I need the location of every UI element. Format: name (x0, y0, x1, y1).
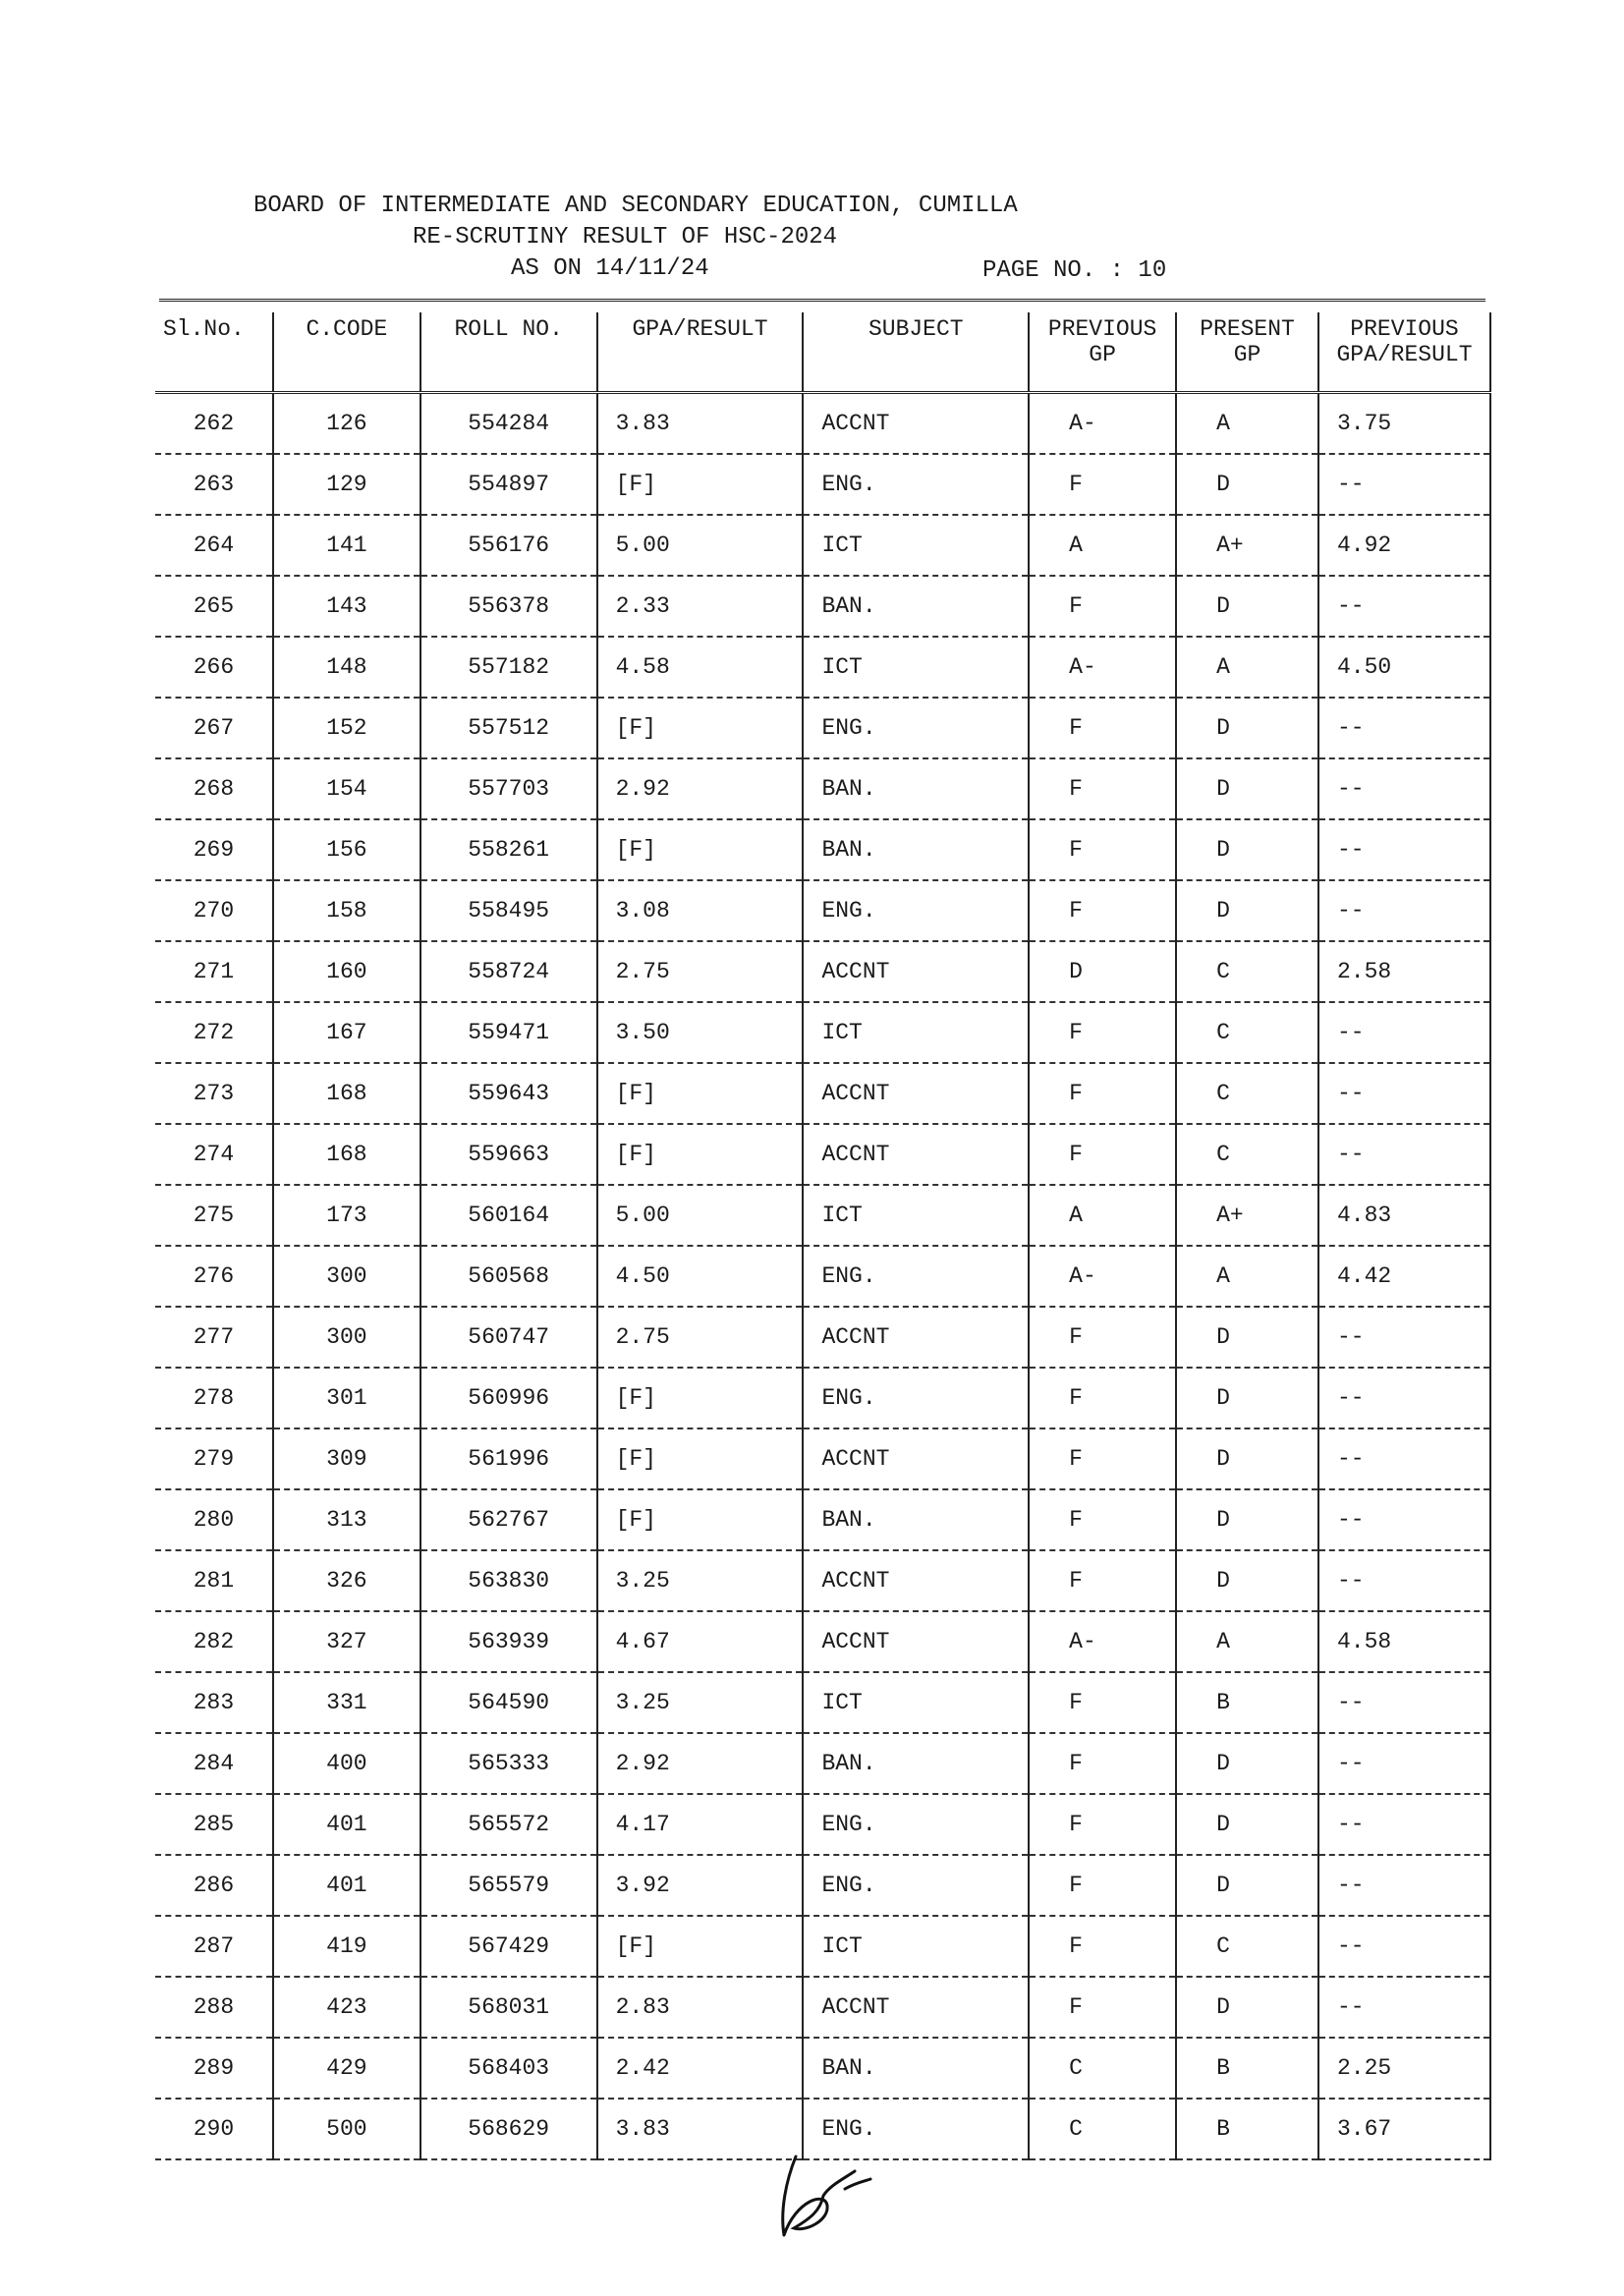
cell-pres-gp: D (1176, 880, 1318, 941)
cell-roll: 561996 (420, 1428, 597, 1489)
cell-prev-gp: F (1029, 880, 1176, 941)
cell-prev-result: -- (1318, 1733, 1490, 1794)
cell-sl: 267 (193, 715, 235, 741)
col-prev-gp-header: PREVIOUS GP (1029, 312, 1176, 393)
cell-prev-gp: F (1029, 1428, 1176, 1489)
cell-subject: ACCNT (803, 1428, 1029, 1489)
cell-sl: 281 (193, 1568, 235, 1594)
table-row (155, 819, 1490, 880)
cell-subject: ENG. (803, 698, 1029, 758)
cell-subject: ACCNT (803, 1063, 1029, 1124)
top-double-rule (159, 299, 1485, 302)
cell-subject: BAN. (803, 819, 1029, 880)
cell-subject: ACCNT (803, 1977, 1029, 2038)
cell-prev-result: -- (1318, 1977, 1490, 2038)
cell-ccode: 126 (273, 393, 420, 455)
cell-prev-result: -- (1318, 1916, 1490, 1977)
cell-prev-result: 2.58 (1318, 941, 1490, 1002)
cell-subject: ICT (803, 1185, 1029, 1246)
cell-roll: 554897 (420, 454, 597, 515)
table-row (155, 1368, 1490, 1428)
cell-prev-result: -- (1318, 576, 1490, 637)
cell-prev-result: -- (1318, 1428, 1490, 1489)
cell-subject: ICT (803, 1916, 1029, 1977)
cell-ccode: 173 (273, 1185, 420, 1246)
cell-pres-gp: D (1176, 698, 1318, 758)
cell-prev-result: -- (1318, 1063, 1490, 1124)
cell-roll: 563939 (420, 1611, 597, 1672)
cell-sl: 286 (193, 1873, 235, 1898)
cell-sl: 290 (193, 2116, 235, 2142)
cell-prev-result: -- (1318, 1672, 1490, 1733)
cell-pres-gp: C (1176, 1124, 1318, 1185)
cell-roll: 568629 (420, 2099, 597, 2159)
cell-ccode: 300 (273, 1246, 420, 1307)
cell-prev-gp: F (1029, 1124, 1176, 1185)
table-row (155, 941, 1490, 1002)
table-row (155, 698, 1490, 758)
cell-roll: 558724 (420, 941, 597, 1002)
cell-prev-gp: A- (1029, 1246, 1176, 1307)
cell-prev-gp: F (1029, 819, 1176, 880)
cell-ccode: 331 (273, 1672, 420, 1733)
cell-sl: 283 (193, 1690, 235, 1715)
cell-ccode: 326 (273, 1550, 420, 1611)
cell-pres-gp: A (1176, 1246, 1318, 1307)
cell-sl: 280 (193, 1507, 235, 1533)
cell-roll: 565333 (420, 1733, 597, 1794)
cell-sl: 274 (193, 1142, 235, 1167)
cell-ccode: 158 (273, 880, 420, 941)
results-table (155, 312, 1491, 2160)
cell-sl: 271 (193, 959, 235, 984)
cell-gpa: 2.83 (597, 1977, 804, 2038)
cell-ccode: 141 (273, 515, 420, 576)
cell-prev-result: -- (1318, 1002, 1490, 1063)
cell-ccode: 401 (273, 1794, 420, 1855)
cell-roll: 559471 (420, 1002, 597, 1063)
cell-prev-result: -- (1318, 880, 1490, 941)
col-gpa-header: GPA/RESULT (597, 312, 804, 393)
cell-ccode: 168 (273, 1124, 420, 1185)
cell-prev-result: 2.25 (1318, 2038, 1490, 2099)
cell-gpa: 3.83 (597, 393, 804, 455)
cell-sl: 284 (193, 1751, 235, 1776)
cell-ccode: 160 (273, 941, 420, 1002)
cell-prev-gp: F (1029, 1307, 1176, 1368)
cell-roll: 559663 (420, 1124, 597, 1185)
cell-prev-result: -- (1318, 1855, 1490, 1916)
cell-sl: 263 (193, 472, 235, 497)
cell-sl: 279 (193, 1446, 235, 1472)
cell-subject: ACCNT (803, 1124, 1029, 1185)
cell-gpa: 4.58 (597, 637, 804, 698)
cell-gpa: [F] (597, 1124, 804, 1185)
cell-prev-gp: F (1029, 698, 1176, 758)
cell-ccode: 129 (273, 454, 420, 515)
cell-gpa: 2.33 (597, 576, 804, 637)
table-row (155, 1185, 1490, 1246)
cell-roll: 558495 (420, 880, 597, 941)
cell-pres-gp: D (1176, 1794, 1318, 1855)
cell-ccode: 167 (273, 1002, 420, 1063)
cell-prev-gp: F (1029, 1794, 1176, 1855)
cell-roll: 557182 (420, 637, 597, 698)
cell-ccode: 148 (273, 637, 420, 698)
cell-roll: 560996 (420, 1368, 597, 1428)
cell-ccode: 154 (273, 758, 420, 819)
cell-pres-gp: C (1176, 1916, 1318, 1977)
col-roll-header: ROLL NO. (420, 312, 597, 393)
cell-subject: ENG. (803, 1855, 1029, 1916)
cell-prev-result: -- (1318, 819, 1490, 880)
cell-pres-gp: A (1176, 393, 1318, 455)
cell-prev-gp: C (1029, 2099, 1176, 2159)
cell-prev-result: -- (1318, 758, 1490, 819)
cell-sl: 277 (193, 1324, 235, 1350)
cell-roll: 559643 (420, 1063, 597, 1124)
col-sl-header: Sl.No. (163, 316, 245, 342)
cell-gpa: 3.08 (597, 880, 804, 941)
cell-gpa: 4.17 (597, 1794, 804, 1855)
cell-prev-gp: A- (1029, 393, 1176, 455)
cell-roll: 565579 (420, 1855, 597, 1916)
board-title: BOARD OF INTERMEDIATE AND SECONDARY EDUCATION, CUMILLA (253, 193, 1018, 219)
cell-ccode: 152 (273, 698, 420, 758)
cell-roll: 556378 (420, 576, 597, 637)
cell-prev-gp: F (1029, 1672, 1176, 1733)
cell-prev-result: -- (1318, 1307, 1490, 1368)
cell-pres-gp: D (1176, 1368, 1318, 1428)
cell-pres-gp: D (1176, 1733, 1318, 1794)
cell-pres-gp: D (1176, 1855, 1318, 1916)
cell-subject: ACCNT (803, 941, 1029, 1002)
cell-gpa: 2.75 (597, 1307, 804, 1368)
cell-sl: 276 (193, 1263, 235, 1289)
cell-ccode: 143 (273, 576, 420, 637)
cell-gpa: [F] (597, 454, 804, 515)
cell-subject: ENG. (803, 880, 1029, 941)
table-row (155, 454, 1490, 515)
cell-gpa: 5.00 (597, 515, 804, 576)
cell-prev-gp: D (1029, 941, 1176, 1002)
cell-ccode: 313 (273, 1489, 420, 1550)
cell-roll: 558261 (420, 819, 597, 880)
cell-sl: 287 (193, 1933, 235, 1959)
cell-pres-gp: D (1176, 1977, 1318, 2038)
cell-gpa: [F] (597, 819, 804, 880)
col-pres-gp-header: PRESENT GP (1176, 312, 1318, 393)
cell-prev-gp: F (1029, 576, 1176, 637)
cell-ccode: 500 (273, 2099, 420, 2159)
col-ccode-header: C.CODE (273, 312, 420, 393)
cell-roll: 560568 (420, 1246, 597, 1307)
table-row (155, 2038, 1490, 2099)
cell-ccode: 301 (273, 1368, 420, 1428)
cell-gpa: [F] (597, 1368, 804, 1428)
cell-pres-gp: C (1176, 1002, 1318, 1063)
cell-sl: 266 (193, 654, 235, 680)
cell-prev-gp: A- (1029, 1611, 1176, 1672)
cell-ccode: 419 (273, 1916, 420, 1977)
cell-subject: BAN. (803, 1489, 1029, 1550)
cell-ccode: 309 (273, 1428, 420, 1489)
cell-subject: ACCNT (803, 1550, 1029, 1611)
cell-roll: 565572 (420, 1794, 597, 1855)
cell-sl: 270 (193, 898, 235, 924)
cell-sl: 275 (193, 1203, 235, 1228)
cell-sl: 273 (193, 1081, 235, 1106)
cell-pres-gp: B (1176, 2038, 1318, 2099)
cell-subject: ENG. (803, 1246, 1029, 1307)
cell-prev-gp: F (1029, 1855, 1176, 1916)
cell-ccode: 327 (273, 1611, 420, 1672)
cell-pres-gp: C (1176, 941, 1318, 1002)
cell-subject: BAN. (803, 1733, 1029, 1794)
table-row (155, 393, 1490, 455)
cell-roll: 567429 (420, 1916, 597, 1977)
cell-roll: 554284 (420, 393, 597, 455)
signature (766, 2142, 884, 2250)
col-subject-header: SUBJECT (803, 312, 1029, 393)
table-row (155, 576, 1490, 637)
cell-prev-result: -- (1318, 698, 1490, 758)
cell-prev-gp: A (1029, 1185, 1176, 1246)
cell-prev-result: -- (1318, 1368, 1490, 1428)
cell-gpa: 2.92 (597, 758, 804, 819)
table-row (155, 1246, 1490, 1307)
cell-prev-gp: A (1029, 515, 1176, 576)
table-row (155, 515, 1490, 576)
cell-subject: ICT (803, 1002, 1029, 1063)
cell-roll: 568403 (420, 2038, 597, 2099)
cell-prev-gp: F (1029, 1733, 1176, 1794)
report-subtitle: RE-SCRUTINY RESULT OF HSC-2024 (413, 224, 838, 251)
table-row (155, 1733, 1490, 1794)
cell-pres-gp: D (1176, 1428, 1318, 1489)
table-row (155, 880, 1490, 941)
cell-sl: 269 (193, 837, 235, 863)
cell-pres-gp: D (1176, 576, 1318, 637)
cell-pres-gp: A (1176, 1611, 1318, 1672)
cell-pres-gp: D (1176, 1550, 1318, 1611)
cell-prev-gp: F (1029, 454, 1176, 515)
cell-prev-result: -- (1318, 1489, 1490, 1550)
cell-subject: BAN. (803, 2038, 1029, 2099)
cell-prev-gp: F (1029, 1977, 1176, 2038)
cell-prev-result: 4.42 (1318, 1246, 1490, 1307)
cell-gpa: 2.42 (597, 2038, 804, 2099)
cell-subject: ACCNT (803, 1611, 1029, 1672)
cell-pres-gp: B (1176, 2099, 1318, 2159)
cell-sl: 282 (193, 1629, 235, 1654)
report-date: AS ON 14/11/24 (511, 255, 709, 282)
cell-ccode: 400 (273, 1733, 420, 1794)
table-row (155, 1977, 1490, 2038)
cell-subject: ACCNT (803, 393, 1029, 455)
cell-prev-gp: C (1029, 2038, 1176, 2099)
table-row (155, 1002, 1490, 1063)
cell-prev-result: 4.92 (1318, 515, 1490, 576)
table-row (155, 758, 1490, 819)
cell-prev-result: -- (1318, 1794, 1490, 1855)
table-row (155, 1124, 1490, 1185)
cell-subject: ICT (803, 1672, 1029, 1733)
cell-gpa: 3.25 (597, 1550, 804, 1611)
cell-sl: 264 (193, 532, 235, 558)
cell-roll: 564590 (420, 1672, 597, 1733)
cell-pres-gp: D (1176, 1307, 1318, 1368)
cell-prev-gp: F (1029, 1550, 1176, 1611)
cell-pres-gp: A (1176, 637, 1318, 698)
cell-prev-gp: F (1029, 1489, 1176, 1550)
table-row (155, 1550, 1490, 1611)
table-row (155, 1611, 1490, 1672)
table-row (155, 1063, 1490, 1124)
col-prev-result-header: PREVIOUS GPA/RESULT (1318, 312, 1490, 393)
cell-gpa: [F] (597, 698, 804, 758)
cell-roll: 557703 (420, 758, 597, 819)
cell-prev-gp: A- (1029, 637, 1176, 698)
cell-prev-result: 4.50 (1318, 637, 1490, 698)
cell-subject: ACCNT (803, 1307, 1029, 1368)
cell-sl: 265 (193, 593, 235, 619)
cell-roll: 563830 (420, 1550, 597, 1611)
cell-ccode: 156 (273, 819, 420, 880)
cell-roll: 562767 (420, 1489, 597, 1550)
cell-sl: 289 (193, 2055, 235, 2081)
cell-pres-gp: D (1176, 454, 1318, 515)
cell-gpa: [F] (597, 1428, 804, 1489)
cell-pres-gp: B (1176, 1672, 1318, 1733)
cell-sl: 272 (193, 1020, 235, 1045)
cell-prev-result: -- (1318, 1550, 1490, 1611)
cell-ccode: 168 (273, 1063, 420, 1124)
table-row (155, 1428, 1490, 1489)
cell-gpa: [F] (597, 1489, 804, 1550)
cell-prev-result: 3.67 (1318, 2099, 1490, 2159)
cell-gpa: [F] (597, 1063, 804, 1124)
cell-subject: ICT (803, 515, 1029, 576)
cell-prev-result: -- (1318, 1124, 1490, 1185)
cell-gpa: 3.92 (597, 1855, 804, 1916)
cell-gpa: [F] (597, 1916, 804, 1977)
table-row (155, 1916, 1490, 1977)
cell-gpa: 4.67 (597, 1611, 804, 1672)
cell-subject: ICT (803, 637, 1029, 698)
cell-gpa: 2.75 (597, 941, 804, 1002)
cell-pres-gp: C (1176, 1063, 1318, 1124)
cell-gpa: 3.25 (597, 1672, 804, 1733)
cell-pres-gp: D (1176, 819, 1318, 880)
cell-gpa: 4.50 (597, 1246, 804, 1307)
cell-sl: 285 (193, 1812, 235, 1837)
cell-sl: 262 (193, 411, 235, 436)
cell-sl: 278 (193, 1385, 235, 1411)
cell-pres-gp: A+ (1176, 1185, 1318, 1246)
cell-pres-gp: D (1176, 1489, 1318, 1550)
results-body (155, 393, 1490, 2160)
table-row (155, 1794, 1490, 1855)
cell-prev-gp: F (1029, 1368, 1176, 1428)
table-row (155, 1307, 1490, 1368)
cell-gpa: 3.50 (597, 1002, 804, 1063)
cell-subject: ENG. (803, 1794, 1029, 1855)
table-row (155, 1855, 1490, 1916)
table-header-row (155, 312, 1490, 393)
cell-roll: 556176 (420, 515, 597, 576)
cell-roll: 560747 (420, 1307, 597, 1368)
cell-prev-gp: F (1029, 1916, 1176, 1977)
cell-roll: 557512 (420, 698, 597, 758)
cell-sl: 288 (193, 1994, 235, 2020)
cell-gpa: 3.83 (597, 2099, 804, 2159)
cell-pres-gp: D (1176, 758, 1318, 819)
table-row (155, 1489, 1490, 1550)
cell-prev-result: 4.83 (1318, 1185, 1490, 1246)
cell-prev-gp: F (1029, 1002, 1176, 1063)
cell-subject: BAN. (803, 758, 1029, 819)
cell-prev-result: 3.75 (1318, 393, 1490, 455)
cell-subject: ENG. (803, 1368, 1029, 1428)
page-number: PAGE NO. : 10 (982, 257, 1167, 284)
cell-roll: 560164 (420, 1185, 597, 1246)
cell-gpa: 2.92 (597, 1733, 804, 1794)
cell-prev-gp: F (1029, 1063, 1176, 1124)
cell-prev-result: -- (1318, 454, 1490, 515)
cell-ccode: 423 (273, 1977, 420, 2038)
cell-sl: 268 (193, 776, 235, 802)
cell-gpa: 5.00 (597, 1185, 804, 1246)
cell-subject: ENG. (803, 2099, 1029, 2159)
cell-subject: ENG. (803, 454, 1029, 515)
cell-subject: BAN. (803, 576, 1029, 637)
cell-ccode: 429 (273, 2038, 420, 2099)
table-row (155, 1672, 1490, 1733)
cell-pres-gp: A+ (1176, 515, 1318, 576)
cell-ccode: 401 (273, 1855, 420, 1916)
cell-prev-result: 4.58 (1318, 1611, 1490, 1672)
table-row (155, 637, 1490, 698)
cell-roll: 568031 (420, 1977, 597, 2038)
cell-ccode: 300 (273, 1307, 420, 1368)
cell-prev-gp: F (1029, 758, 1176, 819)
